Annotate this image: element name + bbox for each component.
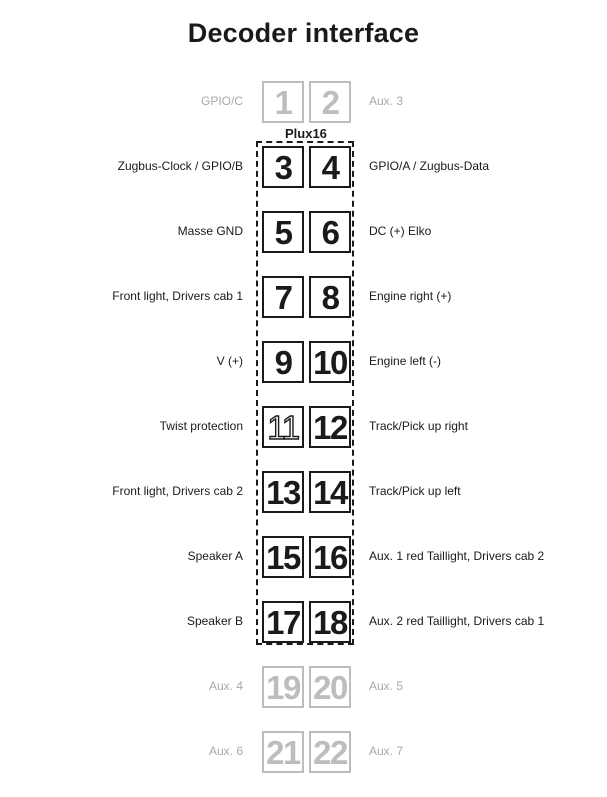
pin-row-3-4 bbox=[0, 146, 607, 188]
pin-19-label: Aux. 4 bbox=[208, 679, 243, 693]
pin-row-17-18 bbox=[0, 601, 607, 643]
pin-3-label: Zugbus-Clock / GPIO/B bbox=[117, 159, 243, 173]
pin-1: 1 bbox=[262, 81, 304, 123]
pin-10: 10 bbox=[309, 341, 351, 383]
pin-4-label: GPIO/A / Zugbus-Data bbox=[369, 159, 490, 173]
pin-8-label: Engine right (+) bbox=[369, 289, 452, 303]
pin-2: 2 bbox=[309, 81, 351, 123]
pin-13: 13 bbox=[262, 471, 304, 513]
pin-row-19-20 bbox=[0, 666, 607, 708]
pin-row-21-22 bbox=[0, 731, 607, 773]
pin-9-label: V (+) bbox=[216, 354, 243, 368]
pin-5-label: Masse GND bbox=[177, 224, 243, 238]
pin-22-label: Aux. 7 bbox=[369, 744, 404, 758]
pin-7-label: Front light, Drivers cab 1 bbox=[112, 289, 243, 303]
pin-row-11-12 bbox=[0, 406, 607, 448]
connector-label: Plux16 bbox=[285, 126, 327, 141]
pin-12: 12 bbox=[309, 406, 351, 448]
pin-5: 5 bbox=[262, 211, 304, 253]
pin-row-7-8 bbox=[0, 276, 607, 318]
pin-3: 3 bbox=[262, 146, 304, 188]
pin-17: 17 bbox=[262, 601, 304, 643]
pin-14: 14 bbox=[309, 471, 351, 513]
pin-6: 6 bbox=[309, 211, 351, 253]
pin-9: 9 bbox=[262, 341, 304, 383]
pin-15-label: Speaker A bbox=[187, 549, 243, 563]
pin-row-13-14 bbox=[0, 471, 607, 513]
pin-row-15-16 bbox=[0, 536, 607, 578]
pin-20: 20 bbox=[309, 666, 351, 708]
pin-11: 11 bbox=[262, 406, 304, 448]
pin-17-label: Speaker B bbox=[186, 614, 243, 628]
pin-16: 16 bbox=[309, 536, 351, 578]
pin-20-label: Aux. 5 bbox=[369, 679, 404, 693]
pin-row-1-2 bbox=[0, 81, 607, 123]
pin-22: 22 bbox=[309, 731, 351, 773]
pin-21-label: Aux. 6 bbox=[208, 744, 243, 758]
pin-10-label: Engine left (-) bbox=[369, 354, 442, 368]
pin-8: 8 bbox=[309, 276, 351, 318]
pin-16-label: Aux. 1 red Taillight, Drivers cab 2 bbox=[369, 549, 545, 563]
pin-1-label: GPIO/C bbox=[200, 94, 243, 108]
pin-row-5-6 bbox=[0, 211, 607, 253]
pin-2-label: Aux. 3 bbox=[369, 94, 404, 108]
pin-18: 18 bbox=[309, 601, 351, 643]
page-title: Decoder interface bbox=[187, 18, 420, 48]
pin-19: 19 bbox=[262, 666, 304, 708]
pin-11-label: Twist protection bbox=[159, 419, 243, 433]
pin-4: 4 bbox=[309, 146, 351, 188]
pin-14-label: Track/Pick up left bbox=[369, 484, 461, 498]
pin-7: 7 bbox=[262, 276, 304, 318]
pin-21: 21 bbox=[262, 731, 304, 773]
pin-18-label: Aux. 2 red Taillight, Drivers cab 1 bbox=[369, 614, 545, 628]
pin-13-label: Front light, Drivers cab 2 bbox=[112, 484, 243, 498]
pin-15: 15 bbox=[262, 536, 304, 578]
pin-row-9-10 bbox=[0, 341, 607, 383]
pin-6-label: DC (+) Elko bbox=[369, 224, 432, 238]
pin-12-label: Track/Pick up right bbox=[369, 419, 468, 433]
